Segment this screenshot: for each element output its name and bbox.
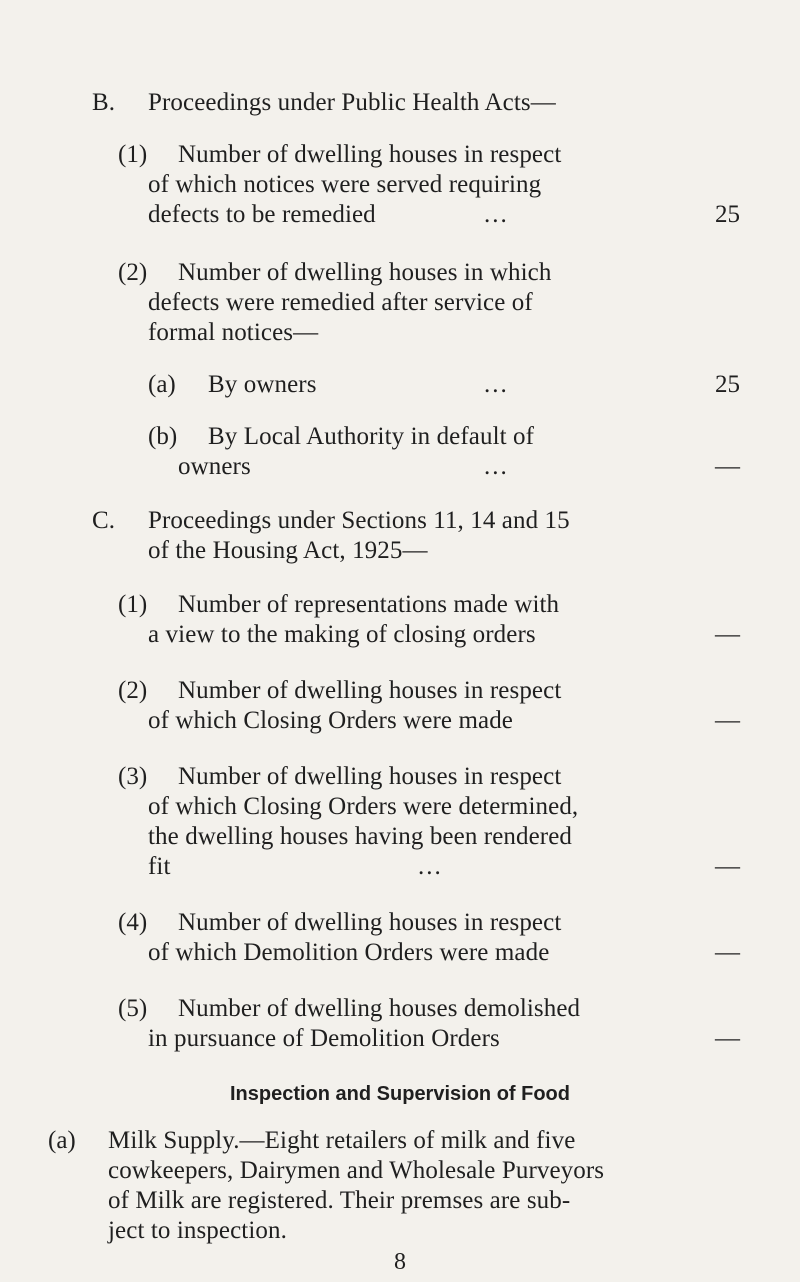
section-b-item1-number: (1) <box>118 141 148 168</box>
section-c-item-line: the dwelling houses having been rendered <box>148 823 573 850</box>
section-b-item2-line: defects were remedied after service of <box>148 289 533 316</box>
section-b-item2-line: Number of dwelling houses in which <box>178 259 552 286</box>
food-paragraph-line: of Milk are registered. Their premses are sub- <box>108 1187 571 1214</box>
section-c-title-line: of the Housing Act, 1925— <box>148 537 428 564</box>
section-c-item-number: (1) <box>118 591 148 618</box>
section-c-item-line: fit <box>148 853 171 880</box>
section-b-item2-line: formal notices— <box>148 319 319 346</box>
food-paragraph-line: ject to inspection. <box>108 1217 287 1244</box>
section-c-item-line: of which Closing Orders were determined, <box>148 793 579 820</box>
section-b-item2b-line: By Local Authority in default of <box>208 423 535 450</box>
section-b-item2a-number: (a) <box>148 371 176 398</box>
section-b-item2a-value: 25 <box>715 371 740 398</box>
leader-dots: ... <box>484 201 509 228</box>
section-b-item1-line: defects to be remedied <box>148 201 376 228</box>
leader-dots: ... <box>418 853 443 880</box>
section-c-item-line: a view to the making of closing orders <box>148 621 536 648</box>
section-c-item-value: — <box>715 1025 740 1052</box>
section-c-letter: C. <box>92 507 116 534</box>
section-b-item1-line: Number of dwelling houses in respect <box>178 141 562 168</box>
section-c-item-line: of which Closing Orders were made <box>148 707 514 734</box>
food-section-heading: Inspection and Supervision of Food <box>229 1083 570 1105</box>
section-c-item-value: — <box>715 853 740 880</box>
section-c-item-number: (5) <box>118 995 148 1022</box>
section-c-item-value: — <box>715 621 740 648</box>
section-c-item-line: Number of dwelling houses in respect <box>178 763 562 790</box>
section-c-title-line: Proceedings under Sections 11, 14 and 15 <box>148 507 570 534</box>
leader-dots: ... <box>484 371 509 398</box>
food-paragraph-line: cowkeepers, Dairymen and Wholesale Purveyors <box>108 1157 605 1184</box>
food-paragraph-line: Milk Supply.—Eight retailers of milk and five <box>108 1127 576 1154</box>
section-c-item-line: of which Demolition Orders were made <box>148 939 550 966</box>
section-b-letter: B. <box>92 89 116 116</box>
section-c-item-line: in pursuance of Demolition Orders <box>148 1025 500 1052</box>
section-b-title: Proceedings under Public Health Acts— <box>148 89 556 116</box>
section-b-item2b-number: (b) <box>148 423 178 450</box>
leader-dots: ... <box>484 453 509 480</box>
food-paragraph-number: (a) <box>48 1127 76 1154</box>
section-c-item-number: (2) <box>118 677 148 704</box>
section-b-item2-number: (2) <box>118 259 148 286</box>
section-b-item2b-value: — <box>715 453 740 480</box>
section-c-item-line: Number of dwelling houses demolished <box>178 995 581 1022</box>
section-b-item1-value: 25 <box>715 201 740 228</box>
section-c-item-number: (3) <box>118 763 148 790</box>
section-b-item2b-line: owners <box>178 453 251 480</box>
section-b-item1-line: of which notices were served requiring <box>148 171 542 198</box>
section-c-item-line: Number of dwelling houses in respect <box>178 909 562 936</box>
section-c-item-value: — <box>715 707 740 734</box>
section-c-item-line: Number of dwelling houses in respect <box>178 677 562 704</box>
page-number: 8 <box>394 1249 406 1275</box>
section-c-item-line: Number of representations made with <box>178 591 560 618</box>
section-c-item-value: — <box>715 939 740 966</box>
section-b-item2a-label: By owners <box>208 371 317 398</box>
section-c-item-number: (4) <box>118 909 148 936</box>
